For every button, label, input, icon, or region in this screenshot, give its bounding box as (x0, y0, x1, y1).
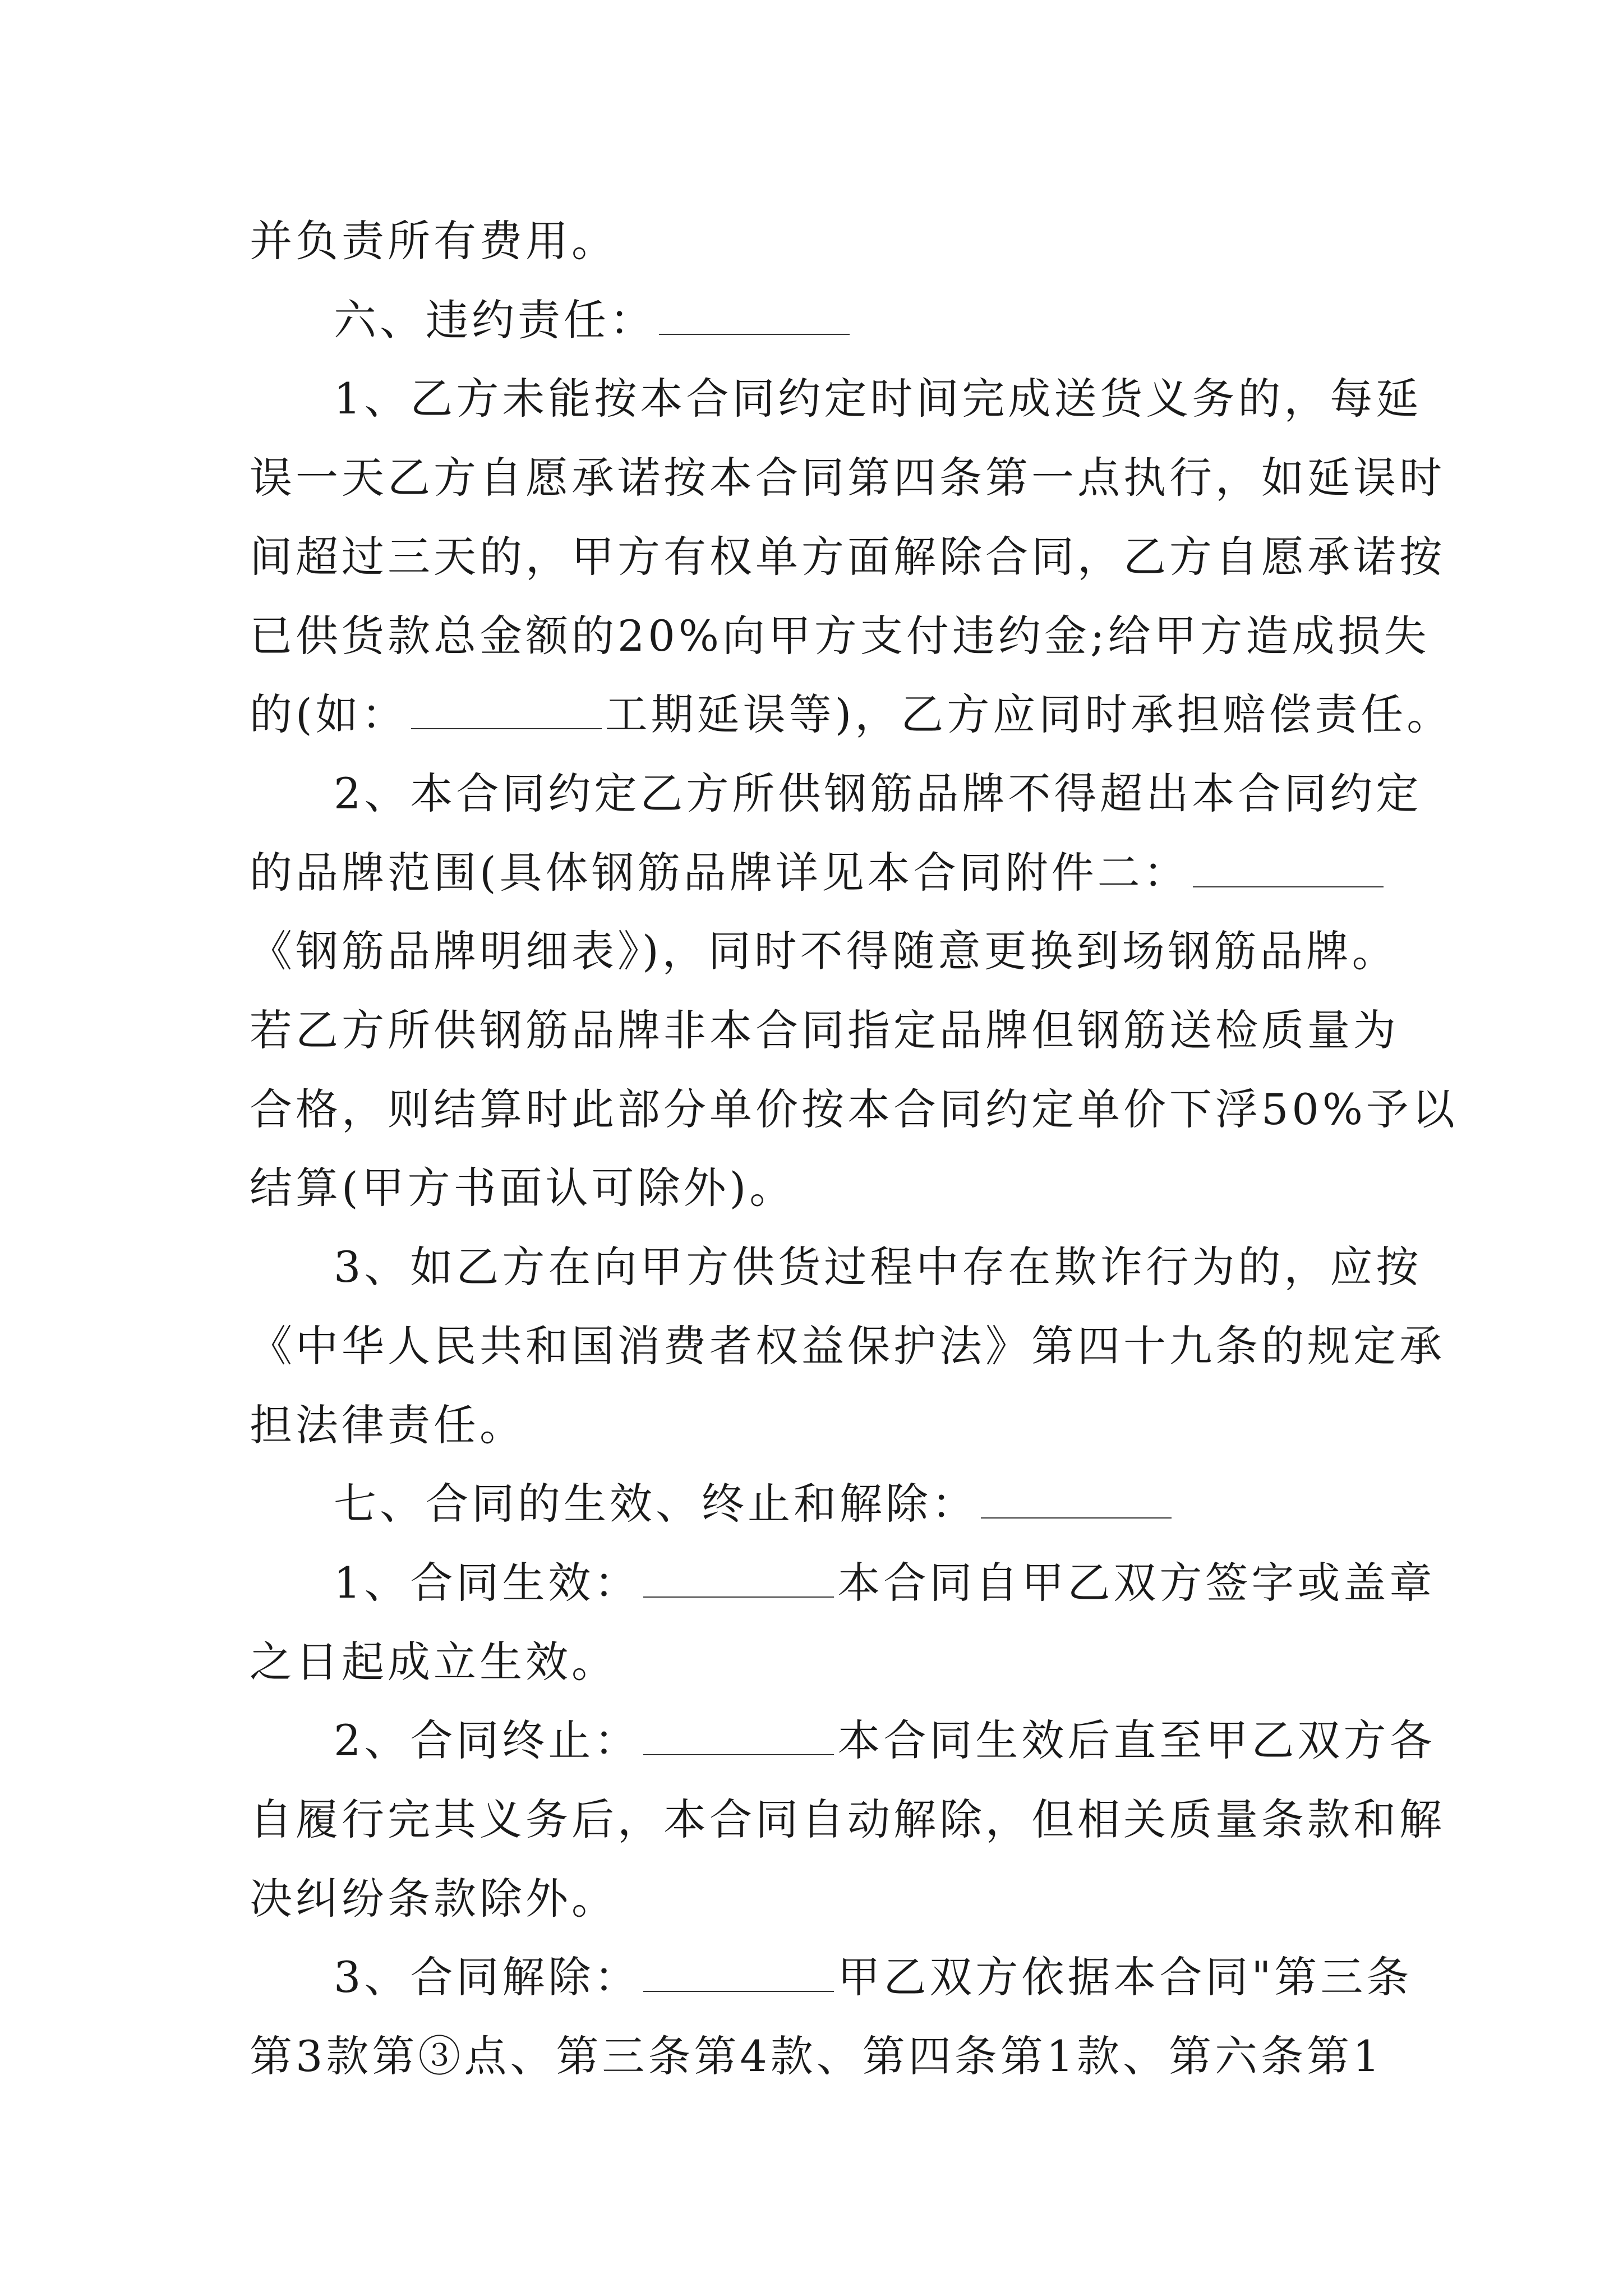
text-line: 第3款第③点、第三条第4款、第四条第1款、第六条第1 (250, 2031, 1384, 2082)
fill-in-blank (1193, 848, 1384, 887)
text-line: 担法律责任。 (250, 1400, 525, 1450)
fill-in-blank (659, 295, 850, 334)
text-line: 自履行完其义务后，本合同自动解除，但相关质量条款和解 (250, 1795, 1445, 1845)
text-line: 2、本合同约定乙方所供钢筋品牌不得超出本合同约定 (334, 768, 1422, 818)
section-heading: 六、违约责任： (250, 281, 1388, 360)
text-line: 1、合同生效： 本合同自甲乙双方签字或盖章 (334, 1557, 1436, 1608)
text-line: 合格，则结算时此部分单价按本合同约定单价下浮50%予以 (250, 1084, 1458, 1134)
document-body (250, 202, 1458, 2096)
text-line: 的品牌范围(具体钢筋品牌详见本合同附件二： (250, 834, 1388, 913)
fill-in-blank (981, 1479, 1172, 1519)
text-line: 决纠纷条款除外。 (250, 1873, 617, 1924)
text-line: 的(如： 工期延误等)，乙方应同时承担赔偿责任。 (250, 689, 1453, 740)
text-line: 之日起成立生效。 (250, 1636, 617, 1687)
text-line: 《钢筋品牌明细表》)，同时不得随意更换到场钢筋品牌。 (250, 926, 1398, 977)
fill-in-blank (643, 1716, 834, 1755)
text-line: 已供货款总金额的20%向甲方支付违约金;给甲方造成损失 (250, 610, 1430, 661)
text-line: 《中华人民共和国消费者权益保护法》第四十九条的规定承 (250, 1320, 1445, 1371)
text-line: 间超过三天的，甲方有权单方面解除合同，乙方自愿承诺按 (250, 531, 1445, 582)
text-line: 并负责所有费用。 (250, 216, 617, 266)
text-line: 结算(甲方书面认可除外)。 (250, 1163, 796, 1213)
section-heading: 七、合同的生效、终止和解除： (250, 1465, 1388, 1544)
text-line: 若乙方所供钢筋品牌非本合同指定品牌但钢筋送检质量为 (250, 1005, 1399, 1056)
fill-in-blank (643, 1558, 834, 1598)
fill-in-blank (411, 690, 602, 729)
text-line: 3、如乙方在向甲方供货过程中存在欺诈行为的，应按 (334, 1242, 1422, 1292)
text-line: 3、合同解除： 甲乙双方依据本合同"第三条 (334, 1952, 1413, 2003)
text-line: 误一天乙方自愿承诺按本合同第四条第一点执行，如延误时 (250, 453, 1445, 503)
text-line: 1、乙方未能按本合同约定时间完成送货义务的，每延 (334, 374, 1422, 424)
fill-in-blank (643, 1953, 834, 1992)
text-line: 2、合同终止： 本合同生效后直至甲乙双方各 (334, 1715, 1436, 1766)
